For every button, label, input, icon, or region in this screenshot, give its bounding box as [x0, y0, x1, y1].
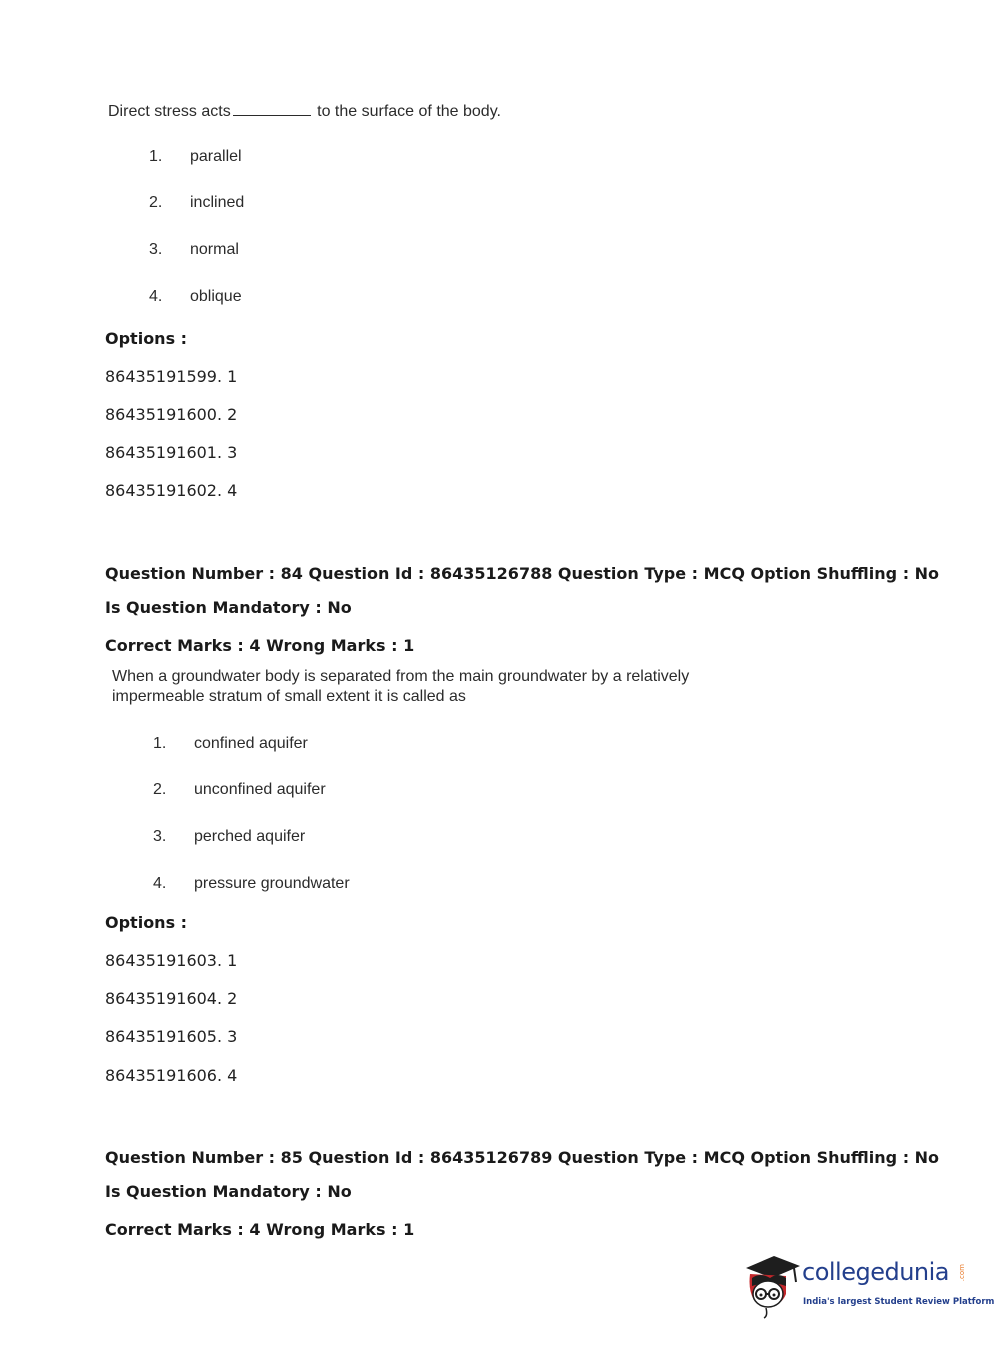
- q84-options-label: Options :: [105, 913, 188, 932]
- q85-header: Question Number : 85 Question Id : 86435126789 Question Type : MCQ Option Shuffling : No: [105, 1148, 940, 1167]
- q83-option-id: 86435191599. 1: [105, 367, 238, 386]
- q84-stem-line2: impermeable stratum of small extent it is called as: [112, 688, 466, 705]
- q83-stem-after: to the surface of the body.: [312, 103, 501, 120]
- q84-choice-text: perched aquifer: [194, 828, 306, 845]
- q84-choice-num: 1.: [153, 735, 167, 752]
- q84-choice-num: 3.: [153, 828, 167, 845]
- q83-option-id: 86435191600. 2: [105, 405, 238, 424]
- q84-option-id: 86435191605. 3: [105, 1027, 238, 1046]
- q83-choice-num: 4.: [149, 288, 163, 305]
- q84-choice-text: confined aquifer: [194, 735, 308, 752]
- q83-stem: [108, 101, 501, 121]
- mascot-icon: [740, 1250, 802, 1320]
- q83-blank: [233, 101, 311, 116]
- q83-choice-text: inclined: [190, 194, 245, 211]
- q83-stem-before: Direct stress acts: [108, 103, 231, 120]
- q83-choice-text: oblique: [190, 288, 242, 305]
- logo-tagline: India's largest Student Review Platform: [803, 1297, 995, 1307]
- q84-option-id: 86435191606. 4: [105, 1066, 238, 1085]
- q83-option-id: 86435191602. 4: [105, 481, 238, 500]
- q84-choice-text: unconfined aquifer: [194, 781, 326, 798]
- q84-option-id: 86435191603. 1: [105, 951, 238, 970]
- q85-marks: Correct Marks : 4 Wrong Marks : 1: [105, 1220, 415, 1239]
- q83-choice-text: normal: [190, 241, 239, 258]
- q83-options-label: Options :: [105, 329, 188, 348]
- q84-stem-line1: When a groundwater body is separated from the main groundwater by a relatively: [112, 668, 690, 685]
- q83-choice-text: parallel: [190, 148, 242, 165]
- q83-choice-num: 3.: [149, 241, 163, 258]
- q83-option-id: 86435191601. 3: [105, 443, 238, 462]
- q83-choice-num: 1.: [149, 148, 163, 165]
- q84-option-id: 86435191604. 2: [105, 989, 238, 1008]
- q84-header: Question Number : 84 Question Id : 86435126788 Question Type : MCQ Option Shuffling : No: [105, 564, 940, 583]
- logo-suffix: .com: [958, 1264, 966, 1282]
- collegedunia-logo: [740, 1250, 995, 1320]
- q84-mandatory: Is Question Mandatory : No: [105, 598, 352, 617]
- q83-choice-num: 2.: [149, 194, 163, 211]
- q84-marks: Correct Marks : 4 Wrong Marks : 1: [105, 636, 415, 655]
- logo-wordmark: collegedunia: [802, 1258, 950, 1286]
- q84-choice-text: pressure groundwater: [194, 875, 350, 892]
- q85-mandatory: Is Question Mandatory : No: [105, 1182, 352, 1201]
- q84-choice-num: 4.: [153, 875, 167, 892]
- q84-choice-num: 2.: [153, 781, 167, 798]
